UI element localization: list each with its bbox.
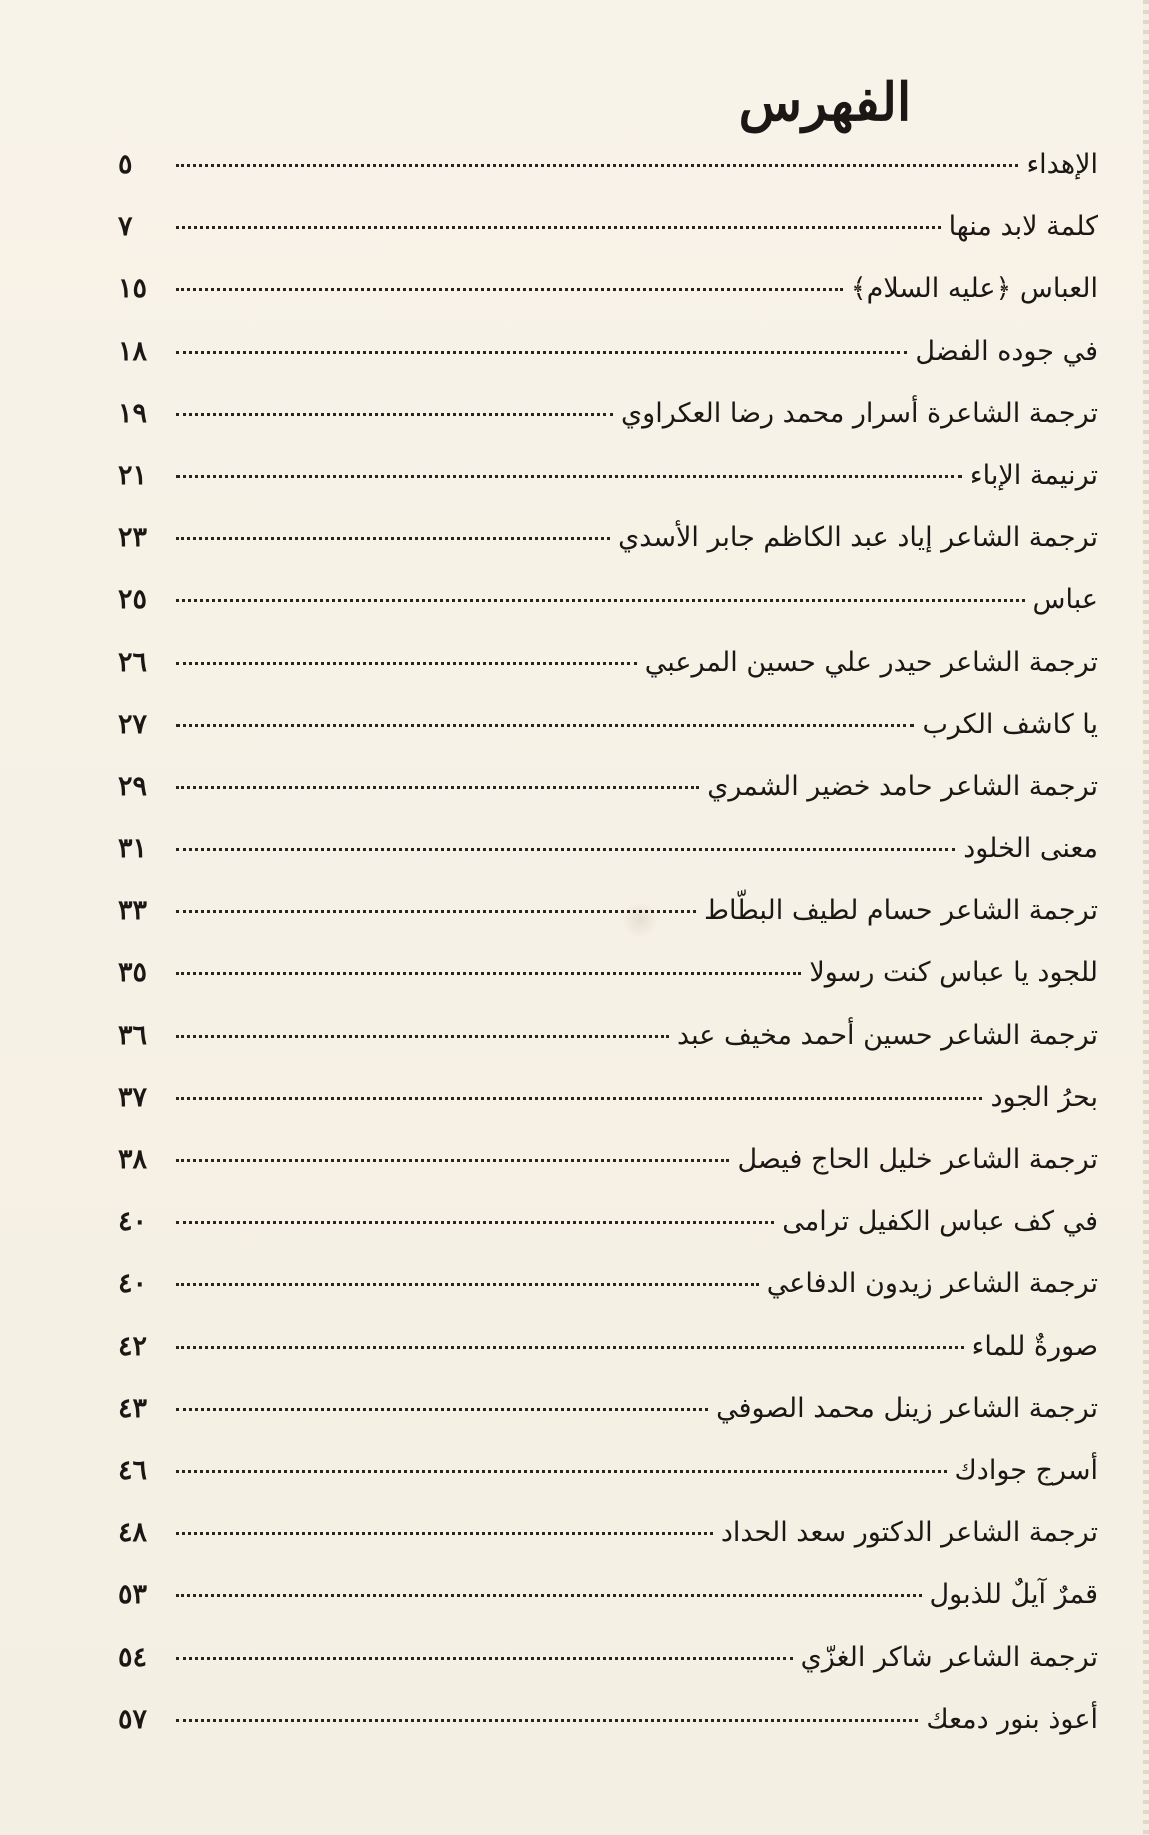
toc-entry-title: ترجمة الشاعرة أسرار محمد رضا العكراوي — [621, 397, 1098, 429]
toc-entry-title: ترجمة الشاعر الدكتور سعد الحداد — [720, 1517, 1098, 1549]
dot-leader — [176, 1532, 713, 1535]
toc-entry-page-number: ٢١ — [118, 459, 148, 491]
toc-entry-title: الإهداء — [1026, 149, 1098, 180]
toc-entry — [118, 196, 1098, 258]
toc-entry-title: ترجمة الشاعر حسام لطيف البطّاط — [704, 895, 1098, 927]
toc-entry-page-number: ٢٥ — [118, 584, 148, 616]
toc-entry-title: ترجمة الشاعر خليل الحاج فيصل — [737, 1144, 1098, 1175]
toc-entry-page-number: ٢٦ — [118, 646, 148, 678]
dot-leader — [176, 1097, 982, 1100]
toc-entry-title: أسرج جوادك — [954, 1454, 1098, 1486]
dot-leader — [176, 848, 955, 851]
toc-entry-page-number: ١٥ — [118, 273, 148, 305]
toc-entry — [118, 1253, 1098, 1315]
toc-entry-title: العباس ﴿عليه السلام﴾ — [850, 273, 1098, 305]
table-of-contents — [118, 134, 1098, 1751]
toc-entry — [118, 383, 1098, 445]
toc-entry-page-number: ٢٩ — [118, 770, 148, 802]
toc-entry — [118, 1689, 1098, 1751]
toc-entry-title: ترجمة الشاعر زيدون الدفاعي — [766, 1268, 1098, 1300]
toc-entry — [118, 1129, 1098, 1191]
dot-leader — [176, 599, 1025, 602]
toc-entry — [118, 445, 1098, 507]
toc-entry — [118, 880, 1098, 942]
toc-entry-page-number: ٥٧ — [118, 1703, 148, 1735]
dot-leader — [176, 164, 1018, 167]
toc-entry-page-number: ٥٣ — [118, 1579, 148, 1611]
dot-leader — [176, 1159, 729, 1162]
toc-entry-title: للجود يا عباس كنت رسولا — [809, 957, 1098, 989]
toc-entry — [118, 756, 1098, 818]
dot-leader — [176, 724, 914, 727]
toc-entry — [118, 1564, 1098, 1626]
dot-leader — [176, 351, 907, 354]
toc-entry — [118, 1502, 1098, 1564]
dot-leader — [176, 1657, 793, 1660]
toc-entry-page-number: ٣٥ — [118, 957, 148, 989]
toc-entry-title: أعوذ بنور دمعك — [926, 1703, 1098, 1735]
toc-entry-title: في كف عباس الكفيل ترامى — [782, 1206, 1098, 1238]
toc-entry — [118, 321, 1098, 383]
toc-entry — [118, 134, 1098, 196]
toc-entry-title: ترنيمة الإباء — [969, 459, 1098, 491]
dot-leader — [176, 537, 610, 540]
toc-entry — [118, 1627, 1098, 1689]
toc-entry-title: معنى الخلود — [963, 833, 1098, 865]
toc-entry-page-number: ١٨ — [118, 335, 148, 367]
toc-entry — [118, 818, 1098, 880]
toc-entry — [118, 1378, 1098, 1440]
dot-leader — [176, 1470, 947, 1473]
toc-entry-page-number: ٢٧ — [118, 708, 148, 740]
toc-entry-title: ترجمة الشاعر حامد خضير الشمري — [707, 770, 1098, 802]
toc-entry — [118, 1191, 1098, 1253]
toc-entry-page-number: ٤٠ — [118, 1206, 148, 1238]
toc-entry-title: ترجمة الشاعر شاكر الغزّي — [800, 1641, 1098, 1673]
dot-leader — [176, 1408, 708, 1411]
toc-entry — [118, 507, 1098, 569]
page-title: الفهرس — [738, 72, 912, 133]
dot-leader — [176, 1594, 922, 1597]
toc-entry-page-number: ٧ — [118, 211, 133, 243]
toc-entry-title: ترجمة الشاعر حسين أحمد مخيف عبد — [676, 1019, 1098, 1051]
dot-leader — [176, 1221, 774, 1224]
dot-leader — [176, 1035, 669, 1038]
dot-leader — [176, 786, 699, 789]
toc-entry-page-number: ٣٦ — [118, 1019, 148, 1051]
toc-entry-page-number: ٤٦ — [118, 1454, 148, 1486]
toc-entry — [118, 569, 1098, 631]
dot-leader — [176, 972, 801, 975]
toc-entry — [118, 632, 1098, 694]
dot-leader — [176, 1346, 964, 1349]
toc-entry-title: قمرٌ آيلٌ للذبول — [929, 1579, 1098, 1611]
dot-leader — [176, 413, 613, 416]
toc-entry — [118, 1005, 1098, 1067]
toc-entry-page-number: ٣١ — [118, 833, 148, 865]
toc-entry — [118, 1316, 1098, 1378]
toc-entry-title: كلمة لابد منها — [948, 211, 1098, 243]
dot-leader — [176, 1283, 759, 1286]
toc-entry-page-number: ٣٧ — [118, 1081, 148, 1113]
toc-entry-page-number: ٥٤ — [118, 1641, 148, 1673]
toc-entry-page-number: ٢٣ — [118, 522, 148, 554]
toc-entry-page-number: ١٩ — [118, 397, 148, 429]
toc-entry-title: عباس — [1032, 584, 1098, 616]
dot-leader — [176, 910, 696, 913]
toc-entry — [118, 942, 1098, 1004]
toc-entry-title: صورةٌ للماء — [971, 1330, 1098, 1362]
dot-leader — [176, 662, 637, 665]
dot-leader — [176, 1719, 918, 1722]
toc-entry — [118, 1440, 1098, 1502]
toc-entry-page-number: ٣٣ — [118, 895, 148, 927]
toc-entry-page-number: ٤٢ — [118, 1330, 148, 1362]
toc-entry-page-number: ٤٠ — [118, 1268, 148, 1300]
toc-entry-page-number: ٣٨ — [118, 1144, 148, 1175]
toc-entry — [118, 694, 1098, 756]
dot-leader — [176, 226, 941, 229]
toc-entry-title: ترجمة الشاعر زينل محمد الصوفي — [716, 1392, 1098, 1424]
dot-leader — [176, 475, 962, 478]
toc-entry-page-number: ٥ — [118, 149, 133, 180]
toc-entry-page-number: ٤٨ — [118, 1517, 148, 1549]
dot-leader — [176, 288, 843, 291]
toc-entry-title: ترجمة الشاعر حيدر علي حسين المرعبي — [644, 646, 1098, 678]
toc-entry — [118, 258, 1098, 320]
toc-entry — [118, 1067, 1098, 1129]
toc-entry-title: في جوده الفضل — [915, 335, 1098, 367]
toc-entry-title: ترجمة الشاعر إياد عبد الكاظم جابر الأسدي — [618, 522, 1098, 554]
page-edge — [1143, 0, 1149, 1835]
toc-entry-page-number: ٤٣ — [118, 1392, 148, 1424]
toc-entry-title: يا كاشف الكرب — [922, 708, 1098, 740]
toc-entry-title: بحرُ الجود — [990, 1081, 1098, 1113]
